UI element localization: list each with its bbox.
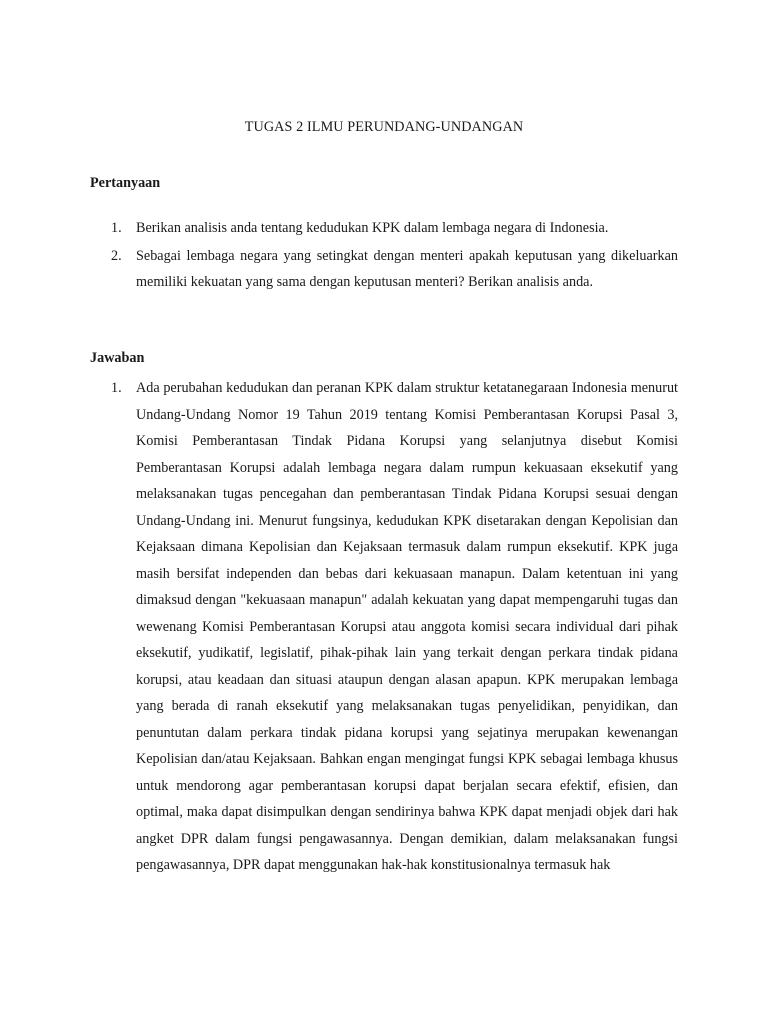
question-number: 2.	[111, 247, 122, 264]
question-text: Berikan analisis anda tentang kedudukan KPK dalam lembaga negara di Indonesia.	[136, 220, 609, 236]
answers-heading: Jawaban	[90, 350, 145, 366]
answers-list	[90, 375, 678, 879]
answer-text: Ada perubahan kedudukan dan peranan KPK dalam struktur ketatanegaraan Indonesia menurut Undang-Undang Nomor 19 Tahun 2019 tentang Komisi Pemberantasan Korupsi Pasal 3, Komisi Pemberantasan Tindak Pidana Korupsi yang selanjutnya disebut Komisi Pemberantasan Korupsi adalah lembaga negara dalam rumpun kekuasaan eksekutif yang melaksanakan tugas pencegahan dan pemberantasan Tindak Pidana Korupsi sesuai dengan Undang-Undang ini. Menurut fungsinya, kedudukan KPK disetarakan dengan Kepolisian dan Kejaksaan dimana Kepolisian dan Kejaksaan termasuk dalam rumpun eksekutif. KPK juga masih bersifat independen dan bebas dari kekuasaan manapun. Dalam ketentuan ini yang dimaksud dengan "kekuasaan manapun" adalah kekuatan yang dapat mempengaruhi tugas dan wewenang Komisi Pemberantasan Korupsi atau anggota komisi secara individual dari pihak eksekutif, yudikatif, legislatif, pihak-pihak lain yang terkait dengan perkara tindak pidana korupsi, atau keadaan dan situasi ataupun dengan alasan apapun. KPK merupakan lembaga yang berada di ranah eksekutif yang melaksanakan tugas penyelidikan, penyidikan, dan penuntutan dalam perkara tindak pidana korupsi yang sejatinya merupakan kewenangan Kepolisian dan/atau Kejaksaan. Bahkan engan mengingat fungsi KPK sebagai lembaga khusus untuk mendorong agar pemberantasan korupsi dapat berjalan secara efektif, efisien, dan optimal, maka dapat disimpulkan dengan sendirinya bahwa KPK dapat menjadi objek dari hak angket DPR dalam fungsi pengawasannya. Dengan demikian, dalam melaksanakan fungsi pengawasannya, DPR dapat menggunakan hak-hak konstitusionalnya termasuk hak	[136, 380, 678, 873]
question-item-1	[90, 215, 678, 242]
answer-number: 1.	[111, 380, 122, 396]
document-title: TUGAS 2 ILMU PERUNDANG-UNDANGAN	[244, 119, 524, 135]
questions-heading: Pertanyaan	[90, 175, 161, 191]
question-text: Sebagai lembaga negara yang setingkat dengan menteri apakah keputusan yang dikeluarkan memiliki kekuatan yang sama dengan keputusan menteri? Berikan analisis anda.	[136, 247, 678, 290]
question-number: 1.	[111, 220, 122, 236]
question-item-2	[90, 243, 678, 296]
questions-list	[90, 215, 678, 296]
answer-item-1	[90, 375, 678, 879]
